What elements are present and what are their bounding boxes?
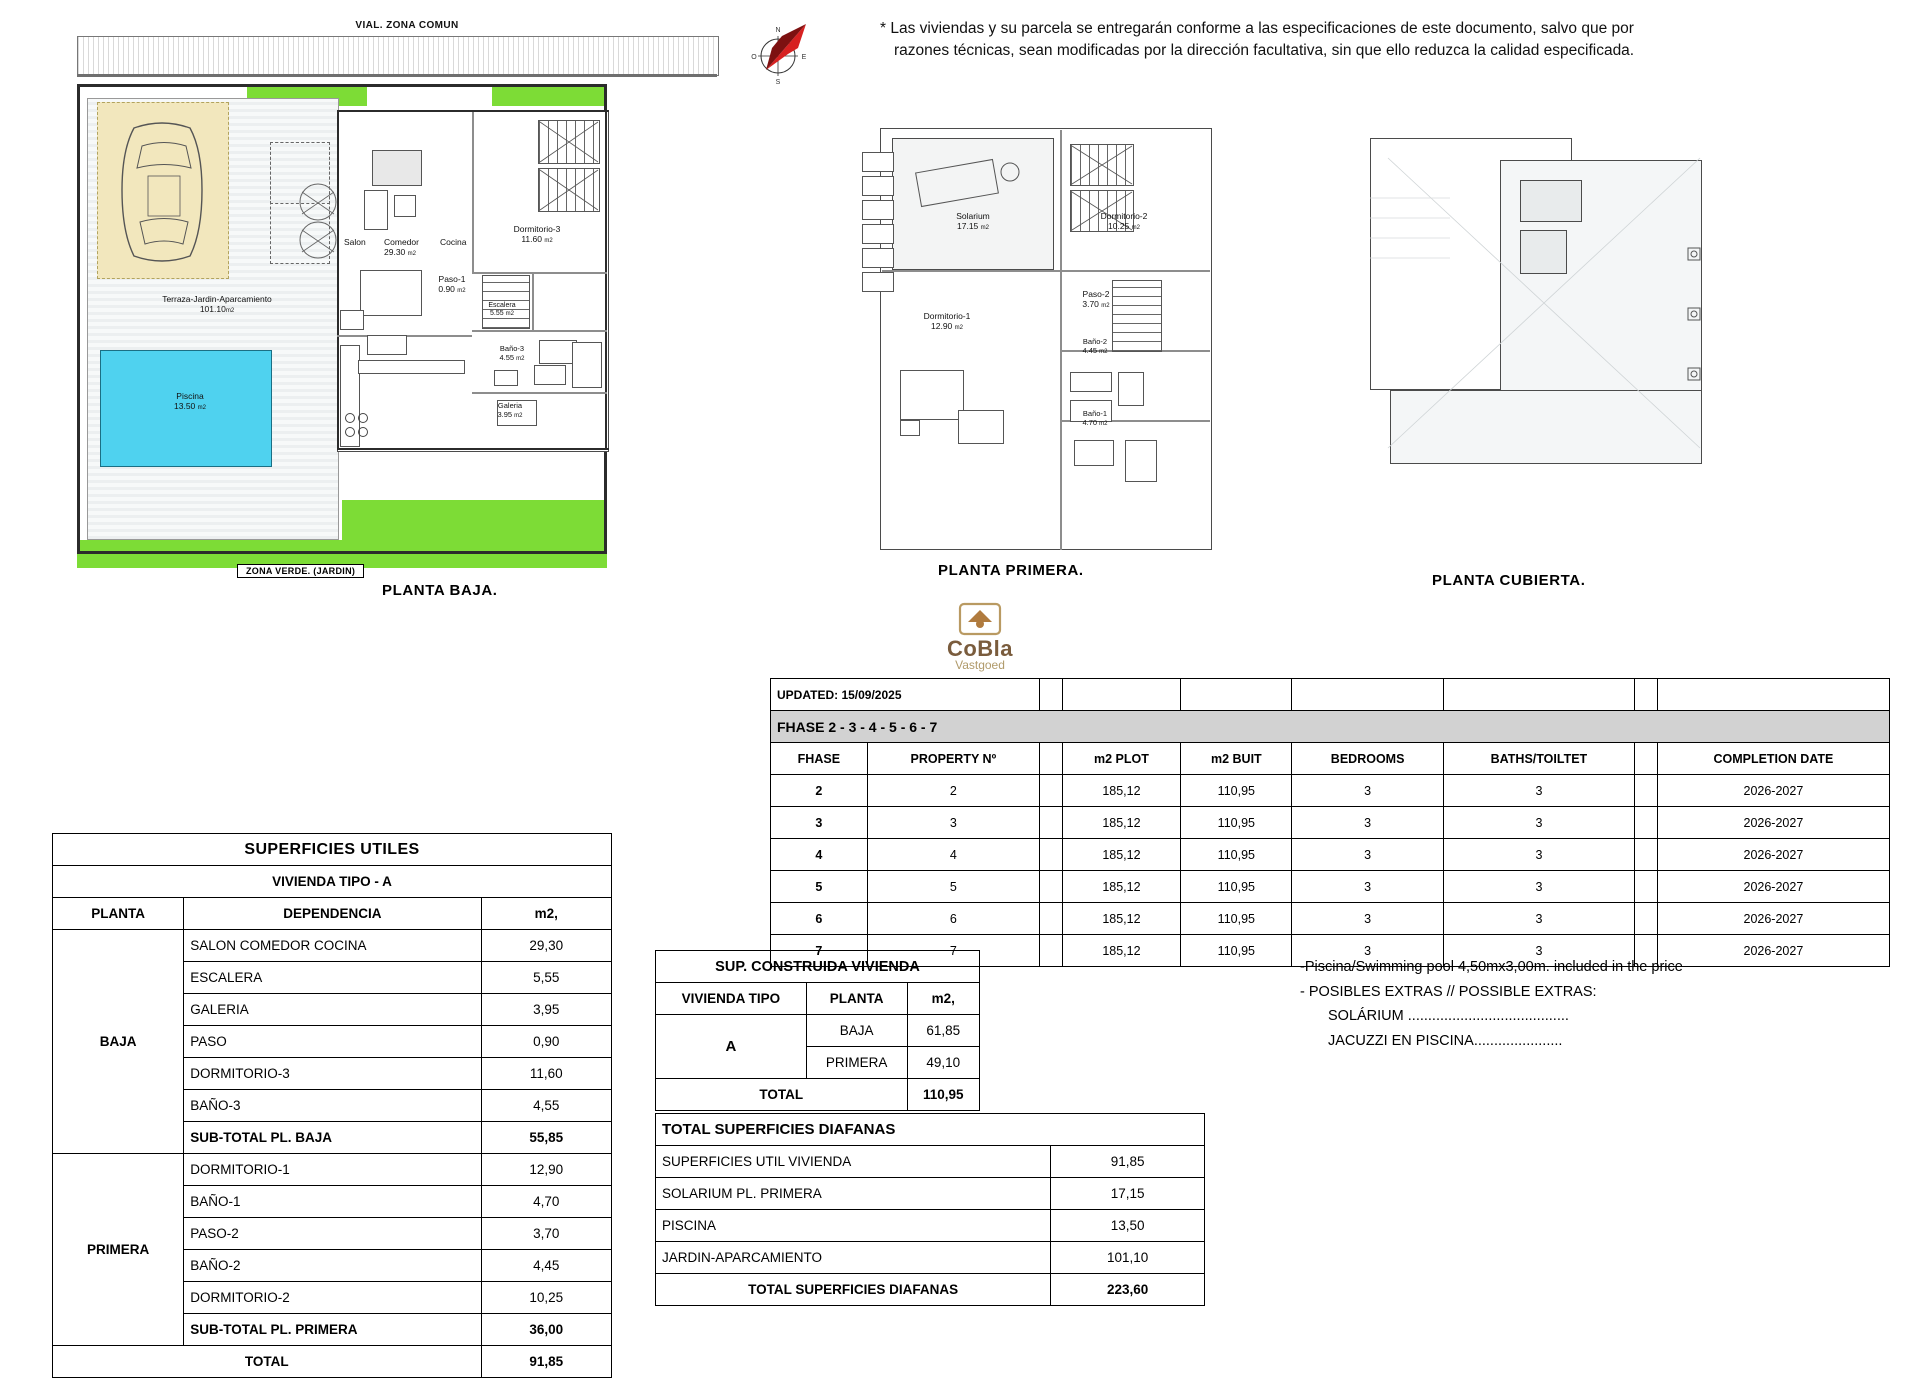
table-row: PRIMERA 49,10	[656, 1047, 980, 1079]
planta-primera-drawing	[870, 120, 1220, 579]
room-label-piscina: Piscina 13.50 m2	[174, 391, 206, 411]
surfaces-col-planta: PLANTA	[53, 898, 184, 930]
table-row: A BAJA 61,85	[656, 1015, 980, 1047]
planta-baja-drawing	[42, 10, 762, 710]
table-row: DORMITORIO-2 10,25	[53, 1282, 612, 1314]
surfaces-group-baja: BAJA	[53, 930, 184, 1154]
surfaces-subtitle: VIVIENDA TIPO - A	[53, 866, 612, 898]
table-row: SUPERFICIES UTIL VIVIENDA 91,85	[656, 1146, 1205, 1178]
table-row: 3 3 185,12 110,95 3 3 2026-2027	[771, 807, 1890, 839]
room-label-paso-2: Paso-2 3.70 m2	[1082, 289, 1110, 309]
constructed-surface-table	[655, 950, 980, 1111]
table-row: PRIMERA DORMITORIO-1 12,90	[53, 1154, 612, 1186]
phase-col-blank1	[1039, 743, 1062, 775]
constructed-type: A	[656, 1015, 807, 1079]
logo-name: CoBla	[946, 636, 1014, 661]
table-row: 5 5 185,12 110,95 3 3 2026-2027	[771, 871, 1890, 903]
table-row-total: TOTAL SUPERFICIES DIAFANAS 223,60	[656, 1274, 1205, 1306]
room-label-dormitorio-1: Dormitorio-1 12.90 m2	[923, 311, 971, 331]
logo-subtitle: Vastgoed	[955, 658, 1005, 672]
table-row: ESCALERA 5,55	[53, 962, 612, 994]
table-row: 6 6 185,12 110,95 3 3 2026-2027	[771, 903, 1890, 935]
room-label-bano-1: Baño-1 4.70 m2	[1082, 409, 1108, 427]
room-label-comedor: Comedor 29.30 m2	[384, 237, 419, 257]
table-row: SUB-TOTAL PL. BAJA 55,85	[53, 1122, 612, 1154]
phase-col-bedrooms: BEDROOMS	[1292, 743, 1443, 775]
phase-col-m2plot: m2 PLOT	[1062, 743, 1181, 775]
surfaces-group-primera: PRIMERA	[53, 1154, 184, 1346]
room-label-bano-3: Baño-3 4.55 m2	[499, 344, 525, 362]
room-label-dormitorio-2: Dormitorio-2 10.25 m2	[1100, 211, 1148, 231]
planta-baja-title: PLANTA BAJA.	[382, 582, 498, 599]
table-row: DORMITORIO-3 11,60	[53, 1058, 612, 1090]
surfaces-col-m2: m2,	[481, 898, 611, 930]
phase-col-m2buit: m2 BUIT	[1181, 743, 1292, 775]
table-row: 2 2 185,12 110,95 3 3 2026-2027	[771, 775, 1890, 807]
table-row: GALERIA 3,95	[53, 994, 612, 1026]
table-row: BAÑO-3 4,55	[53, 1090, 612, 1122]
extras-item-jacuzzi: JACUZZI EN PISCINA......................	[1328, 1032, 1563, 1049]
extras-item-solarium: SOLÁRIUM ........................................	[1328, 1008, 1569, 1025]
constructed-title: SUP. CONSTRUIDA VIVIENDA	[656, 951, 980, 983]
extras-pool-line: -Piscina/Swimming pool 4,50mx3,00m. included in the price	[1300, 959, 1683, 975]
table-row-total: TOTAL 110,95	[656, 1079, 980, 1111]
extras-block	[1300, 955, 1900, 1054]
table-row: JARDIN-APARCAMIENTO 101,10	[656, 1242, 1205, 1274]
planta-primera-title: PLANTA PRIMERA.	[938, 562, 1084, 579]
table-row-total: TOTAL 91,85	[53, 1346, 612, 1378]
svg-text:S: S	[775, 79, 781, 86]
phase-col-property: PROPERTY Nº	[867, 743, 1039, 775]
constructed-col-planta: PLANTA	[806, 983, 907, 1015]
room-label-salon: Salon	[344, 237, 366, 247]
planta-cubierta-drawing	[1360, 130, 1720, 589]
extras-title: - POSIBLES EXTRAS // POSSIBLE EXTRAS:	[1300, 983, 1597, 1000]
zona-verde-label: ZONA VERDE. (JARDIN)	[237, 564, 364, 578]
planta-cubierta-title: PLANTA CUBIERTA.	[1432, 572, 1586, 589]
surfaces-title: SUPERFICIES UTILES	[53, 834, 612, 866]
table-row: SOLARIUM PL. PRIMERA 17,15	[656, 1178, 1205, 1210]
table-row: PASO 0,90	[53, 1026, 612, 1058]
table-row: PISCINA 13,50	[656, 1210, 1205, 1242]
room-label-dormitorio-3: Dormitorio-3 11.60 m2	[513, 224, 561, 244]
table-row: BAJA SALON COMEDOR COCINA 29,30	[53, 930, 612, 962]
svg-text:N: N	[775, 27, 781, 34]
constructed-col-tipo: VIVIENDA TIPO	[656, 983, 807, 1015]
room-label-galeria: Galeria 3.95 m2	[497, 401, 523, 419]
diafanas-table	[655, 1113, 1205, 1306]
phase-col-blank2	[1635, 743, 1658, 775]
svg-text:O: O	[751, 54, 757, 61]
diafanas-title: TOTAL SUPERFICIES DIAFANAS	[656, 1114, 1205, 1146]
cobla-logo	[925, 600, 1035, 672]
phase-col-baths: BATHS/TOILTET	[1443, 743, 1634, 775]
room-label-cocina: Cocina	[440, 237, 467, 247]
table-row: PASO-2 3,70	[53, 1218, 612, 1250]
table-row: BAÑO-2 4,45	[53, 1250, 612, 1282]
table-row: SUB-TOTAL PL. PRIMERA 36,00	[53, 1314, 612, 1346]
phase-col-completion: COMPLETION DATE	[1657, 743, 1889, 775]
room-label-escalera: Escalera 5.55 m2	[488, 302, 516, 318]
disclaimer-line-2: razones técnicas, sean modificadas por la dirección facultativa, sin que ello reduzca la calidad especificada.	[894, 42, 1635, 60]
surfaces-table	[52, 833, 612, 1378]
room-label-paso-1: Paso-1 0.90 m2	[438, 274, 466, 294]
disclaimer-note	[880, 18, 1860, 63]
surfaces-col-dependencia: DEPENDENCIA	[184, 898, 481, 930]
room-label-solarium: Solarium 17.15 m2	[956, 211, 990, 231]
table-row: 4 4 185,12 110,95 3 3 2026-2027	[771, 839, 1890, 871]
phase-title: FHASE 2 - 3 - 4 - 5 - 6 - 7	[771, 711, 1890, 743]
vial-zona-comun-label: VIAL. ZONA COMUN	[355, 20, 459, 31]
constructed-col-m2: m2,	[907, 983, 979, 1015]
svg-text:E: E	[801, 54, 807, 61]
phases-table	[770, 678, 1890, 967]
disclaimer-line-1: * Las viviendas y su parcela se entregarán conforme a las especificaciones de este documento, salvo que por	[880, 20, 1634, 37]
room-label-terraza: Terraza-Jardin-Aparcamiento 101.10m2	[162, 294, 272, 314]
phase-updated: UPDATED: 15/09/2025	[771, 679, 1040, 711]
table-row: 7 7 185,12 110,95 3 3 2026-2027	[771, 935, 1890, 967]
room-label-bano-2: Baño-2 4.45 m2	[1082, 337, 1108, 355]
table-row: BAÑO-1 4,70	[53, 1186, 612, 1218]
phase-col-fhase: FHASE	[771, 743, 868, 775]
